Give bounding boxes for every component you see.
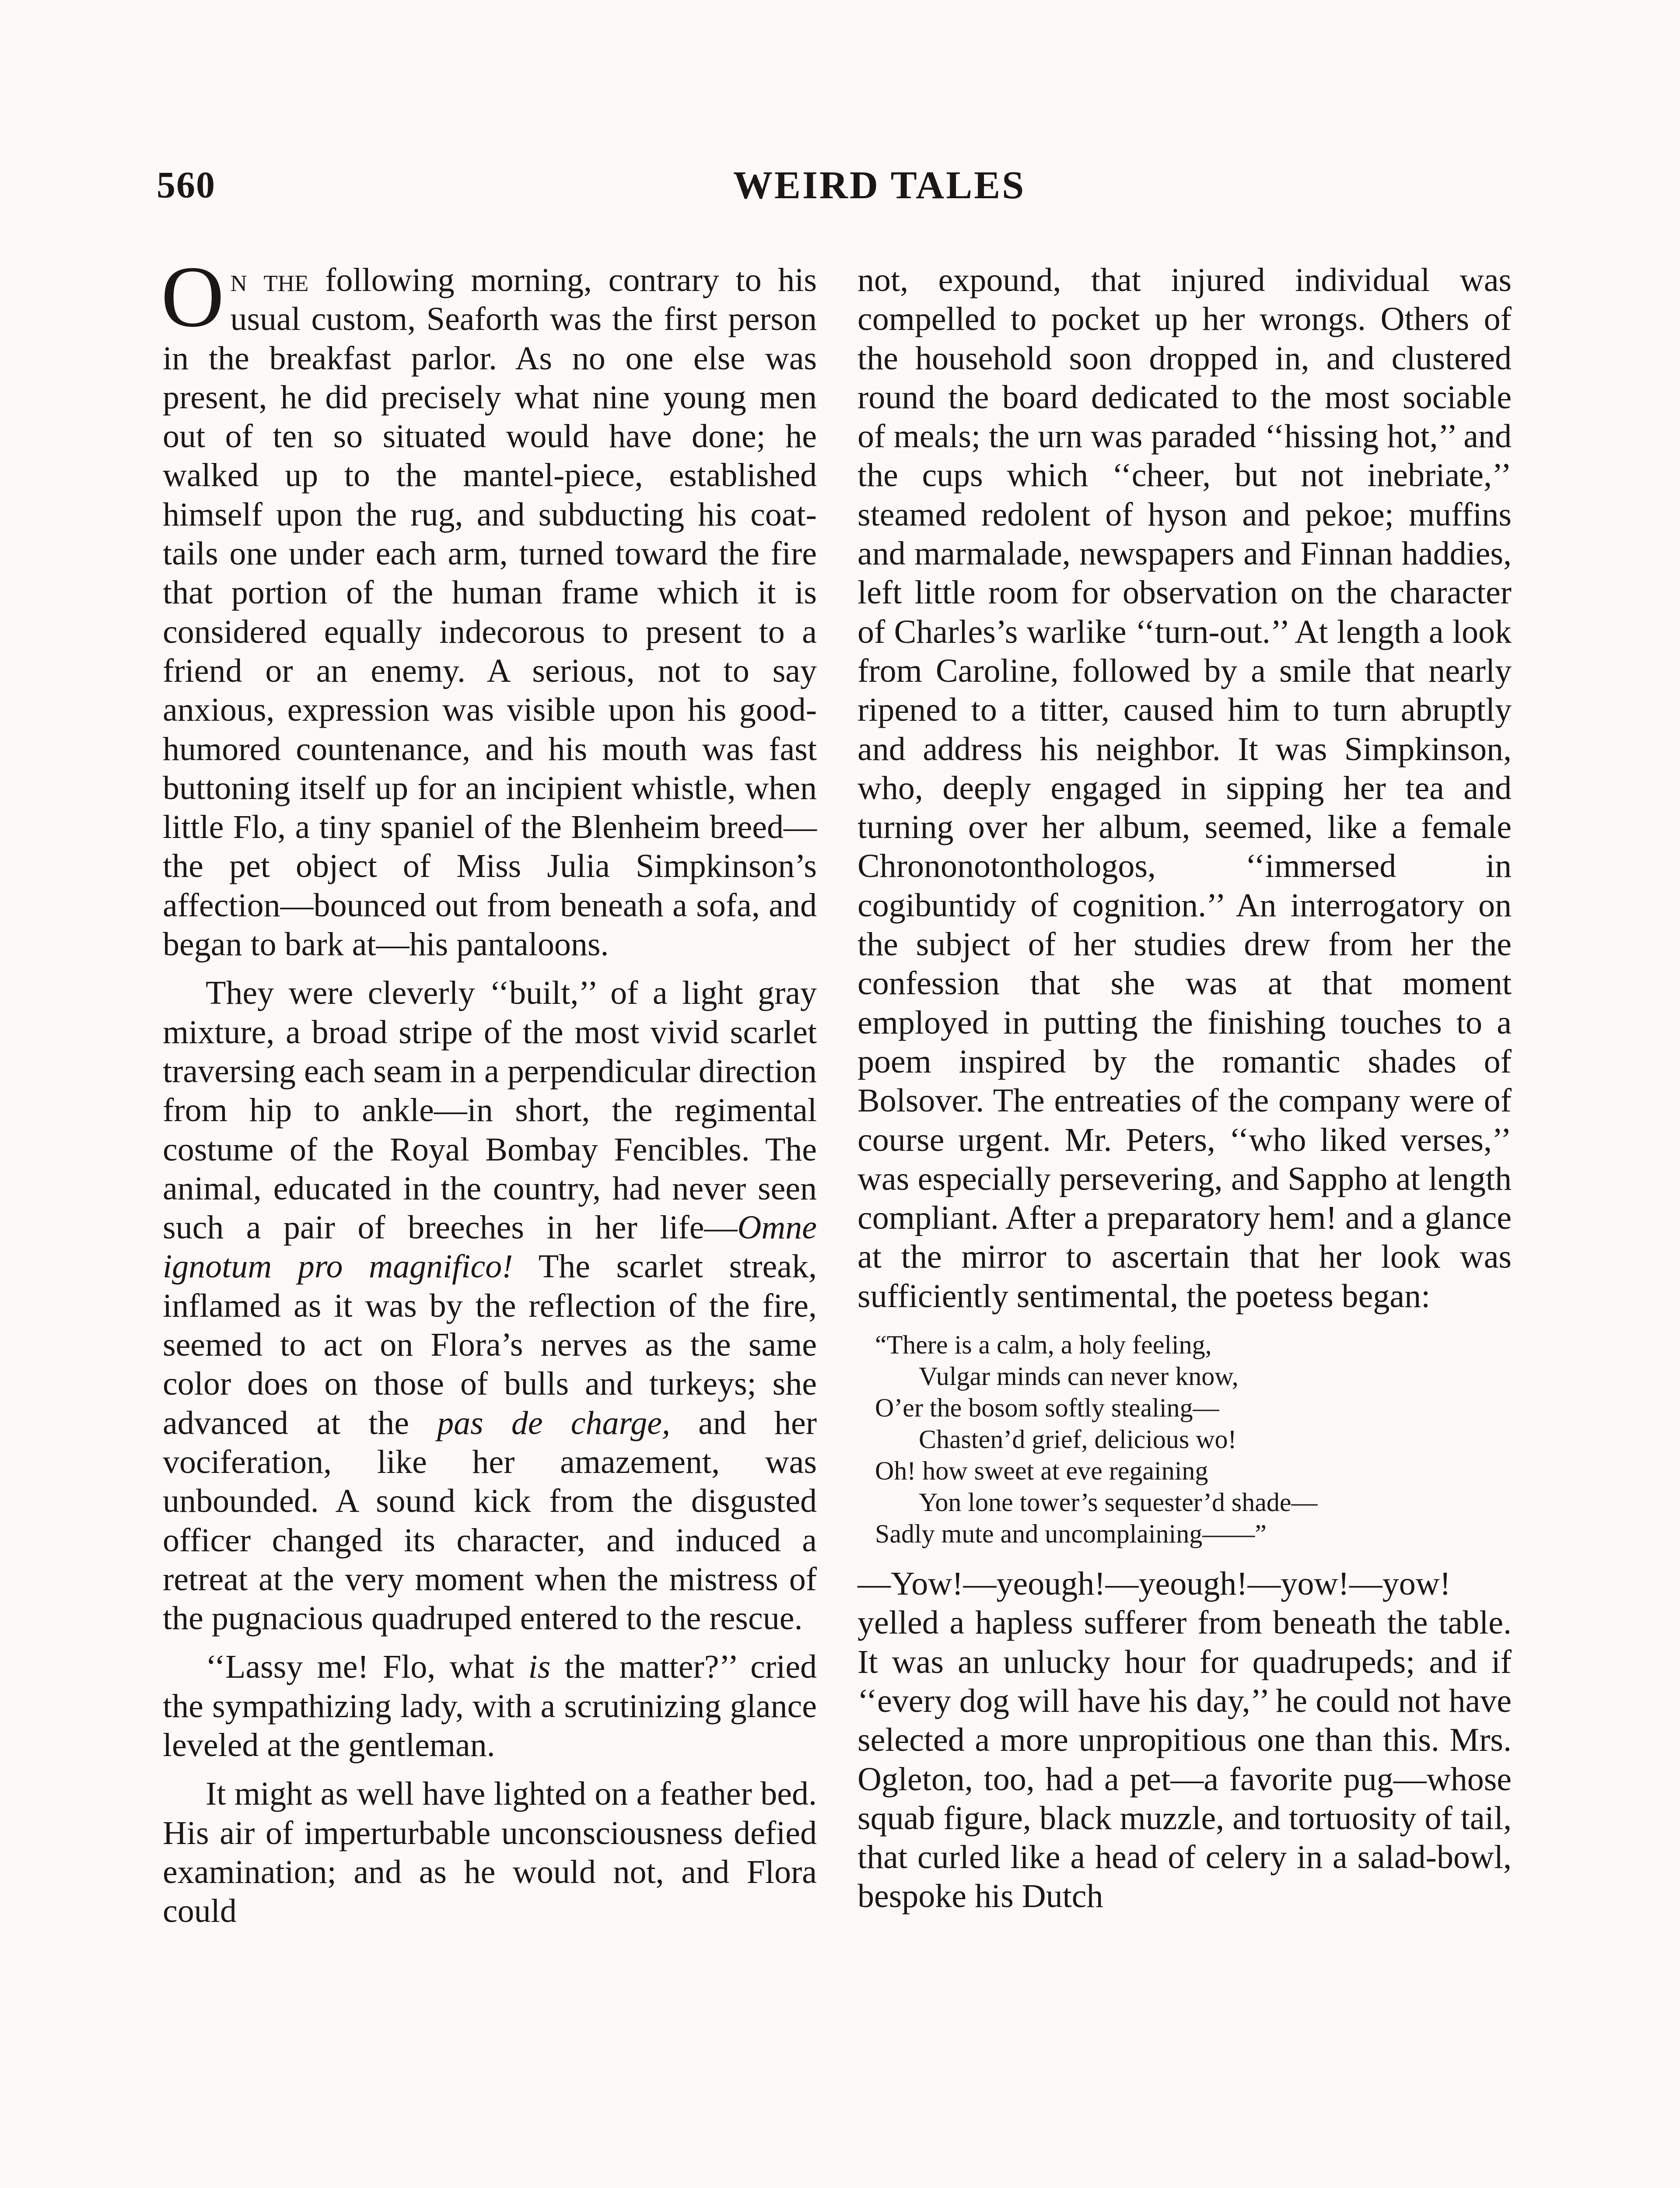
paragraph-6: —Yow!—yeough!—yeough!—yow!—yow! yelled a hapless sufferer from beneath the table. It was an unlucky hour for quadrupeds; and if ‘‘every dog will have his day,’’ he could not have selected a more unpropitious one than this. Mrs. Ogleton, too, had a pet—a favorite pug—whose squab figure, black muzzle, and tortuosity of tail, that curled like a head of celery in a salad-bowl, bespoke his Dutch xyxy=(858,1565,1512,1915)
paragraph-1 xyxy=(161,249,817,964)
paragraph-2-part-a: They were cleverly ‘‘built,’’ of a light gray mixture, a broad stripe of the most vivid scarlet traversing each seam in a perpendicular direction from hip to ankle—in short, the regimental costume of the Royal Bombay Fencibles. The animal, educated in the country, had never seen such a pair of breeches in her life— xyxy=(163,975,817,1246)
paragraph-2 xyxy=(163,974,817,1638)
poem-line: Sadly mute and uncomplaining——” xyxy=(875,1519,1267,1549)
poem-line: Yon lone tower’s sequester’d shade— xyxy=(919,1488,1318,1517)
paragraph-5: not, expound, that injured individual was compelled to pocket up her wrongs. Others of the household soon dropped in, and clustered round the board dedicated to the most sociable of meals; the urn was paraded ‘‘hissing hot,’’ and the cups which ‘‘cheer, but not inebriate,’’ steamed redolent of hyson and pekoe; muffins and marmalade, newspapers and Finnan haddies, left little room for observation on the character of Charles’s warlike ‘‘turn-out.’’ At length a look from Caroline, followed by a smile that nearly ripened to a titter, caused him to turn abruptly and address his neighbor. It was Simpkinson, who, deeply engaged in sipping her tea and turning over her album, seemed, like a female Chrononotonthologos, ‘‘immersed in cogibuntidy of cognition.’’ An interrogatory on the subject of her studies drew from her the confession that she was at that moment employed in putting the finishing touches to a poem inspired by the romantic shades of Bolsover. The entreaties of the company were of course urgent. Mr. Peters, ‘‘who liked verses,’’ was especially persevering, and Sappho at length compliant. After a preparatory hem! and a glance at the mirror to ascertain that her look was sufficiently sentimental, the poetess began: xyxy=(858,262,1512,1315)
paragraph-2-part-c: and her vociferation, like her amazement, was unbounded. A sound kick from the disgusted officer changed its character, and induced a retreat at the very moment when the mistress of the pugnacious quadruped entered to the rescue. xyxy=(163,1404,817,1637)
paragraph-3-part-a: ‘‘Lassy me! Flo, what xyxy=(206,1648,528,1686)
emphasis-word: is xyxy=(528,1648,551,1686)
latin-phrase: Omne ignotum pro magnifico! xyxy=(163,1209,817,1285)
poem-line: “There is a calm, a holy feeling, xyxy=(875,1330,1212,1360)
running-title: WEIRD TALES xyxy=(733,164,1026,207)
french-phrase: pas de charge, xyxy=(437,1404,670,1441)
poem-line: Oh! how sweet at eve regaining xyxy=(875,1456,1208,1486)
poem-block xyxy=(875,1329,1512,1550)
poem-line: O’er the bosom softly stealing— xyxy=(875,1393,1219,1423)
paragraph-3 xyxy=(163,1648,817,1765)
paragraph-3-part-b: the matter?’’ cried the sympathizing lady, with a scrutinizing glance leveled at the gentleman. xyxy=(163,1648,817,1764)
poem-line: Chasten’d grief, delicious wo! xyxy=(919,1425,1237,1454)
paragraph-1-text: following morning, contrary to his usual custom, Seaforth was the first person in the breakfast parlor. As no one else was present, he did precisely what nine young men out of ten so situated would have done; he walked up to the mantel-piece, established himself upon the rug, and subducting his coat-tails one under each arm, turned toward the fire that portion of the human frame which it is considered equally indecorous to present to a friend or an enemy. A serious, not to say anxious, expression was visible upon his good-humored countenance, and his mouth was fast buttoning itself up for an incipient whistle, when little Flo, a tiny spaniel of the Blenheim breed—the pet object of Miss Julia Simpkinson’s affection—bounced out from beneath a sofa, and began to bark at—his pantaloons. xyxy=(163,262,817,963)
poem-line: Vulgar minds can never know, xyxy=(919,1362,1239,1391)
drop-cap: O xyxy=(161,249,224,345)
small-caps-opening: n the xyxy=(230,262,309,298)
paragraph-4: It might as well have lighted on a feather bed. His air of imperturbable unconsciousness defied examination; and as he would not, and Flora could xyxy=(163,1775,817,1930)
page-number: 560 xyxy=(157,164,216,206)
left-column xyxy=(161,249,817,1931)
right-column xyxy=(858,261,1512,1916)
paragraph-2-part-b: The scarlet streak, inflamed as it was by the reflection of the fire, seemed to act on Flora’s nerves as the same color does on those of bulls and turkeys; she advanced at the xyxy=(163,1248,817,1441)
